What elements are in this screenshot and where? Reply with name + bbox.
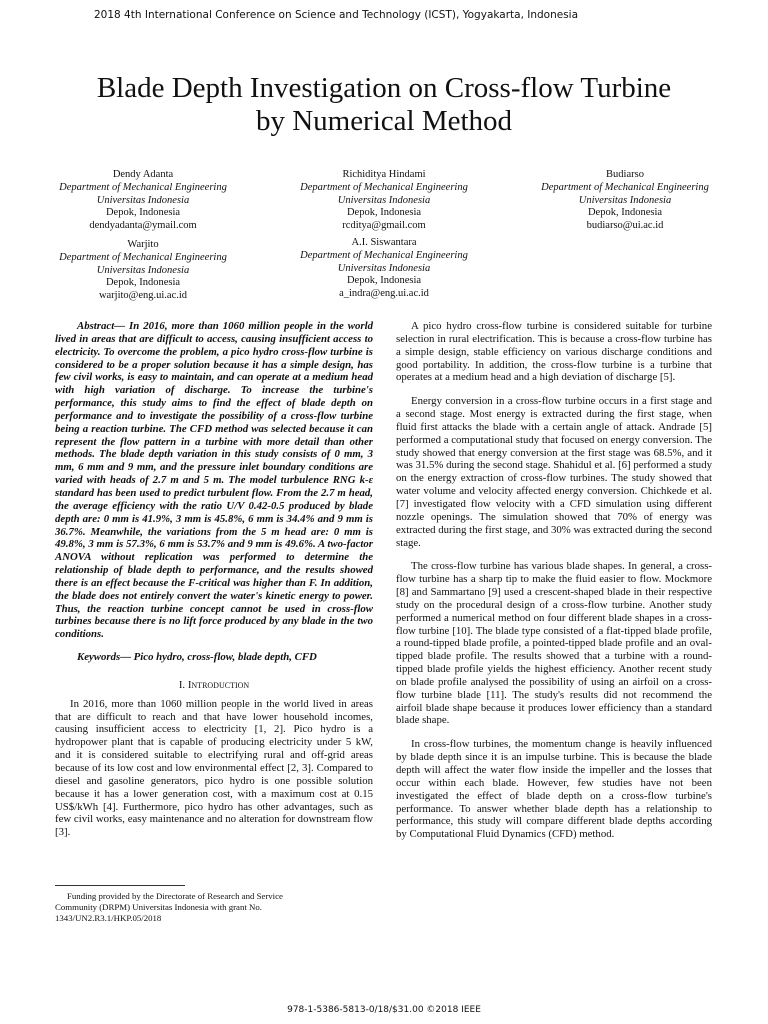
author-block [18, 239, 268, 303]
author-email: dendyadanta@ymail.com [89, 220, 197, 232]
author-block [500, 169, 750, 233]
author-university: Universitas Indonesia [96, 194, 190, 206]
copyright-footer: 978-1-5386-5813-0/18/$31.00 ©2018 IEEE [287, 1005, 481, 1015]
body-paragraph: A pico hydro cross-flow turbine is considered suitable for turbine selection in rural electrification. This is because a cross-flow turbine has a simple design, stable efficiency on various discharge conditions and good portability. In addition, the cross-flow turbine is a turbine that operates at a medium head and a high deviation of discharge [5]. [396, 320, 712, 384]
author-city: Depok, Indonesia [587, 207, 663, 219]
footnote-line: Funding provided by the Directorate of Research and Service [67, 891, 283, 901]
author-department: Department of Mechanical Engineering [59, 251, 227, 263]
author-university: Universitas Indonesia [337, 194, 431, 206]
footnote-divider [55, 885, 185, 886]
keywords: Keywords— Pico hydro, cross-flow, blade depth, CFD [77, 651, 317, 664]
author-department: Department of Mechanical Engineering [300, 181, 468, 193]
author-email: warjito@eng.ui.ac.id [98, 290, 188, 302]
author-university: Universitas Indonesia [337, 262, 431, 274]
paper-title [0, 72, 768, 138]
section-number: I. [178, 678, 186, 691]
author-department: Department of Mechanical Engineering [300, 249, 468, 261]
conference-header: 2018 4th International Conference on Science and Technology (ICST), Yogyakarta, Indonesia [94, 9, 579, 21]
author-city: Depok, Indonesia [105, 207, 181, 219]
paper-title-line-2: by Numerical Method [255, 105, 513, 137]
section-title: Introduction [187, 678, 250, 691]
paper-title-line-1: Blade Depth Investigation on Cross-flow Turbine [96, 72, 672, 104]
right-column [396, 320, 712, 841]
author-department: Department of Mechanical Engineering [541, 181, 709, 193]
author-name: Dendy Adanta [112, 169, 174, 180]
author-block [18, 169, 268, 233]
author-email: budiarso@ui.ac.id [586, 220, 664, 232]
body-paragraph: In cross-flow turbines, the momentum change is heavily influenced by blade depth since it is an impulse turbine. This is because the blade depth will affect the water flow inside the impeller and the losses that occur within each blade. However, few studies have not been investigated the effect of blade depth on a cross-flow turbine's performance. To answer whether blade depth has a relationship to performance, this study will compare different blade depths according by Computational Fluid Dynamics (CFD) method. [396, 738, 712, 841]
author-block [259, 237, 509, 301]
author-city: Depok, Indonesia [346, 207, 422, 219]
author-university: Universitas Indonesia [578, 194, 672, 206]
author-name: Warjito [127, 239, 159, 250]
author-name: Budiarso [606, 169, 644, 180]
author-university: Universitas Indonesia [96, 264, 190, 276]
abstract: Abstract— In 2016, more than 1060 million people in the world lived in areas that are difficult to access, causing insufficient access to electricity. To overcome the problem, a pico hydro cross-flow turbine is considered to be a proper solution because it has a simple design, has few civil works, is easy to maintain, and can operate at a medium head with high variation of discharge. To increase the turbine's performance, this study aims to find the effect of blade depth on performance and to investigate the possibility of a cross-flow turbine being a reaction turbine. The CFD method was selected because it can represent the flow pattern in a turbine with more detail than other methods. The blade depth variation in this study consists of 0 mm, 3 mm, 6 mm and 9 mm, and the pressure inlet boundary conditions are varied with heads of 2.7 m and 5 m. The model turbulence RNG k-ε standard has been used to predict turbulent flow. From the 2.7 m head, the average efficiency with the ratio U/V 0.42-0.5 produced by blade depth are: 0 mm is 41.9%, 3 mm is 45.8%, 6 mm is 34.4% and 9 mm is 36.7%. Meanwhile, the variations from the 5 m head are: 0 mm is 49.8%, 3 mm is 57.3%, 6 mm is 53.7% and 9 mm is 49.6%. A two-factor ANOVA without replication was performed to determine the relationship of blade depth to performance, and the results showed there is an effect because the F-critical was higher than F. In addition, the blade does not entirely convert the water's kinetic energy to power. Thus, the reaction turbine concept cannot be used in cross-flow turbines because there is no lift force produced by any blade in the two conditions. [55, 320, 373, 641]
body-paragraph: In 2016, more than 1060 million people in the world lived in areas that are difficult to reach and that have lower household incomes, causing insufficient access to electricity [1, 2]. Pico hydro is a hydropower plant that is capable of producing electricity under 5 kW, and it is considered suitable to electrifying rural and off-grid areas because of its low cost and low environmental effect [2, 3]. Compared to diesel and gasoline generators, pico hydro is one possible solution because it has a lower generation cost, with a maximum cost at 0.15 US$/kWh [4]. Furthermore, pico hydro has other advantages, such as few civil works, easy maintenance and no alteration for downstream flow [3]. [55, 697, 373, 839]
author-department: Department of Mechanical Engineering [59, 181, 227, 193]
section-heading-introduction [55, 679, 373, 692]
footnote-line: Community (DRPM) Universitas Indonesia with grant No. [55, 901, 262, 912]
left-column [55, 320, 373, 839]
footnote-line: 1343/UN2.R3.1/HKP.05/2018 [55, 912, 162, 923]
body-paragraph: Energy conversion in a cross-flow turbine occurs in a first stage and a second stage. Most energy is extracted during the first stage, when fluid first attacks the blade with a certain angle of attack. Andrade [5] performed a computational study that focused on energy conversion. The study showed that energy conversion at the first stage was 68.5%, and it was 31.5% during the second stage. Shahidul et al. [6] performed a study on the energy extraction of cross-flow turbines. The study showed that water volume and velocity affected energy conversion. Chichkede et al. [7] investigated flow velocity with a CFD simulation using different nozzle openings. The simulation showed that 70% of energy was extracted during the first stage, and 30% was extracted during the second stage. [396, 395, 712, 549]
author-city: Depok, Indonesia [105, 277, 181, 289]
funding-footnote [55, 891, 355, 923]
author-email: rcditya@gmail.com [342, 220, 426, 232]
body-paragraph: The cross-flow turbine has various blade shapes. In general, a cross-flow turbine has a sharp tip to make the fluid easier to flow. Mockmore [8] and Sammartano [9] used a crescent-shaped blade in their respective study on the procedural design of a cross-flow turbine. Another study performed a numerical method on four different blade shapes in a cross-flow turbine [10]. The blade type consisted of a flat-tipped blade profile, a round-tipped blade profile, a pointed-tipped blade profile and an oval-tipped blade profile. The results showed that a turbine with a round-tipped blade profile yields the highest efficiency. Another recent study on blade profile analysed the possibility of using an airfoil on a cross-flow turbine blade [11]. The study's results did not recommend the airfoil blade shape because it produces lower efficiency than a standard blade shape. [396, 560, 712, 727]
author-name: A.I. Siswantara [351, 237, 417, 248]
author-city: Depok, Indonesia [346, 275, 422, 287]
author-name: Richiditya Hindami [342, 169, 426, 180]
author-email: a_indra@eng.ui.ac.id [339, 288, 429, 300]
author-block [259, 169, 509, 233]
